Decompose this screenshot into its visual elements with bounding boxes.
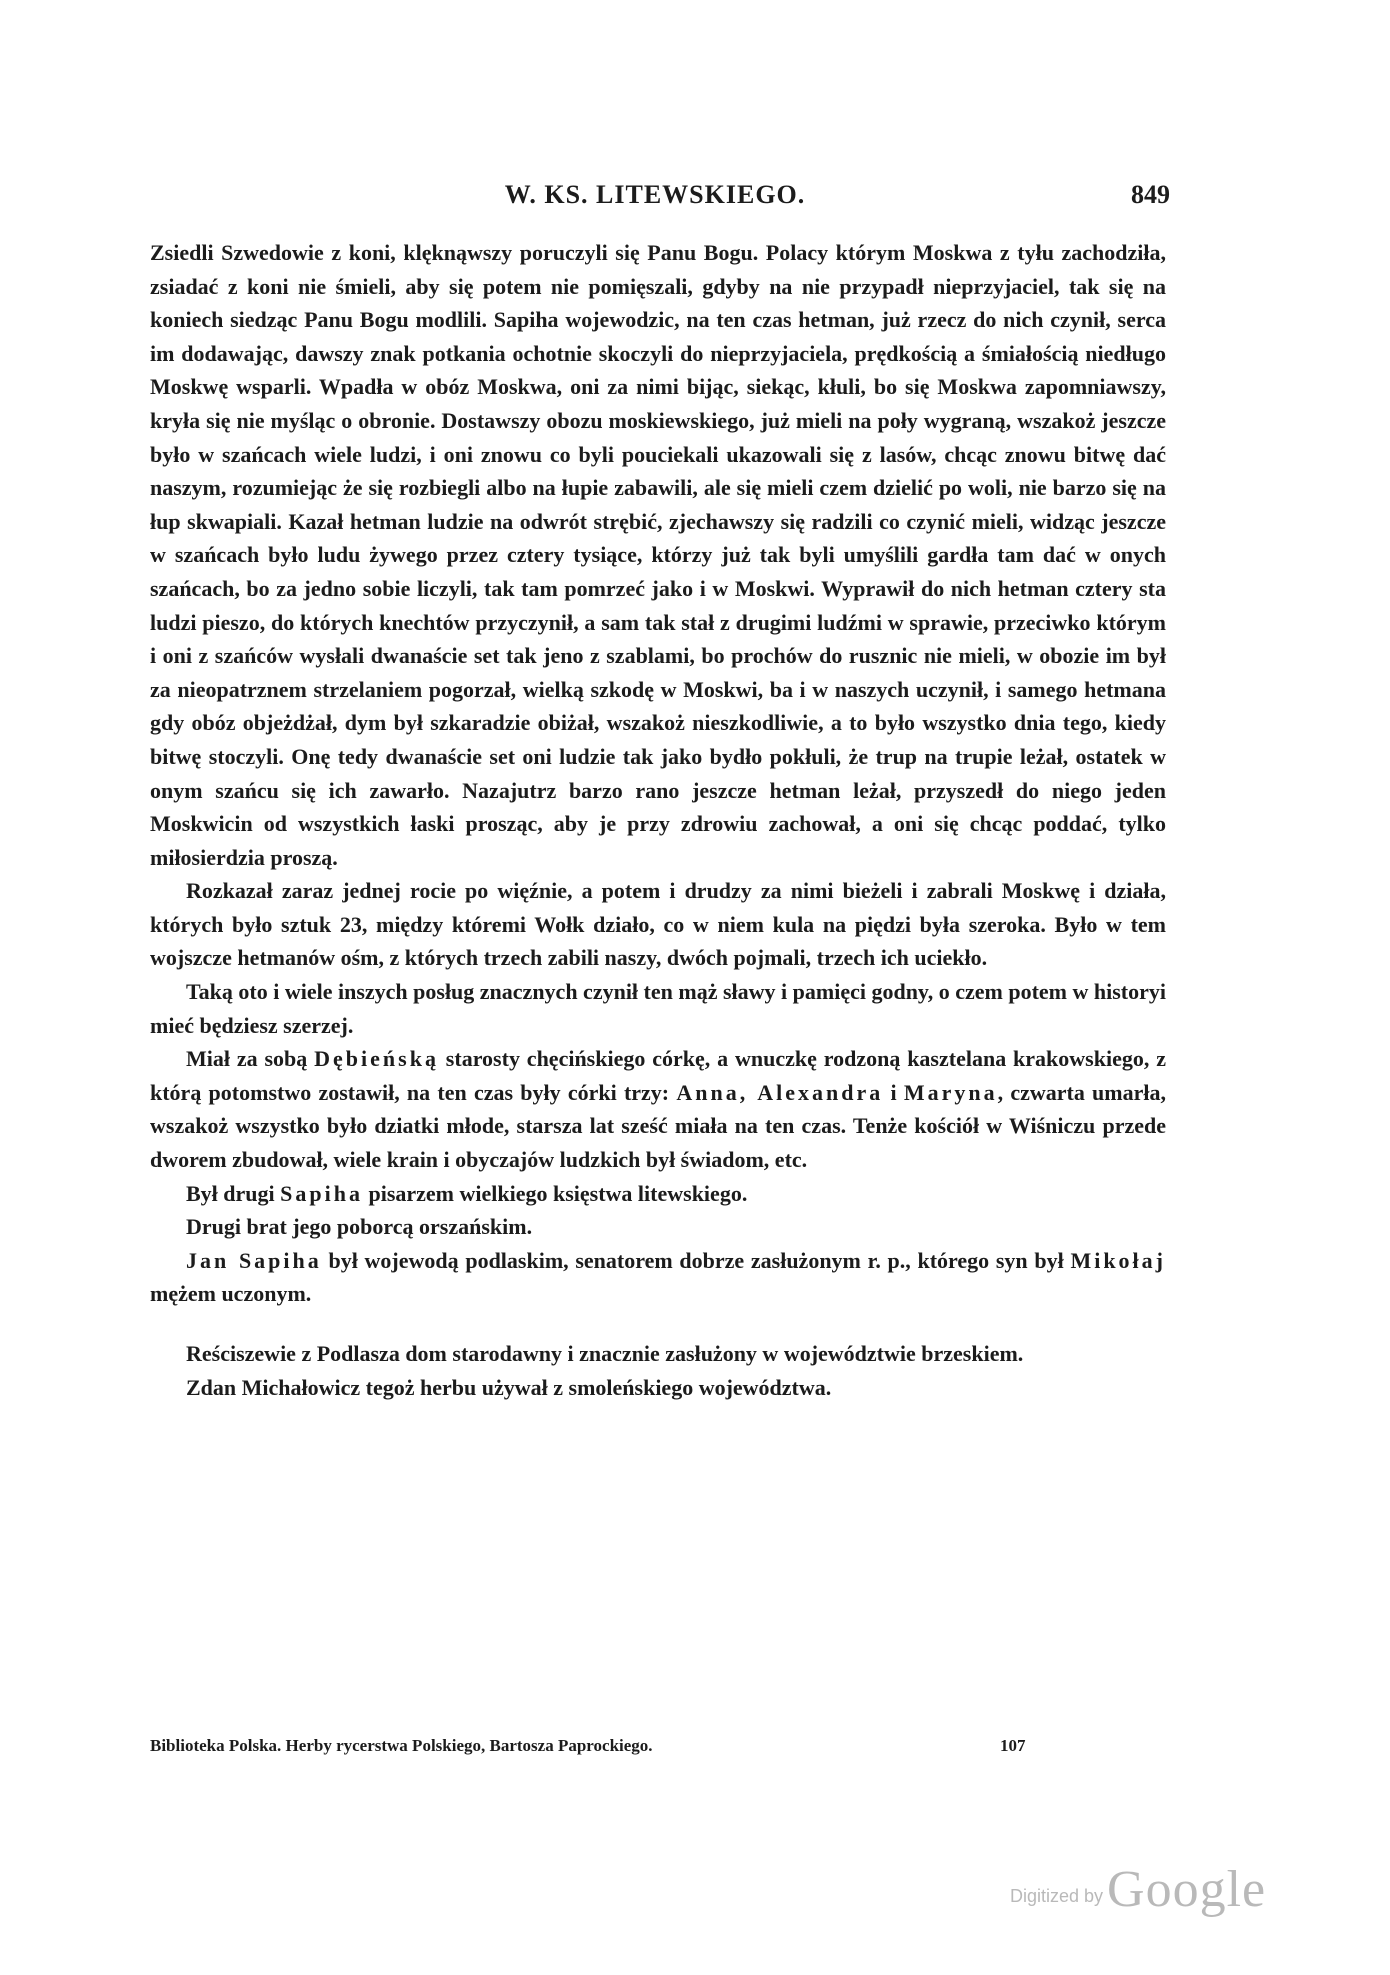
text-run: i bbox=[883, 1079, 904, 1105]
paragraph-5 bbox=[150, 1177, 1166, 1211]
paragraph-8: Reściszewie z Podlasza dom starodawny i znacznie zasłużony w województwie brzeskiem. bbox=[186, 1341, 1024, 1366]
watermark-prefix: Digitized by bbox=[1010, 1886, 1104, 1906]
paragraph-2: Rozkazał zaraz jednej rocie po więźnie, a potem i drudzy za nimi bieżeli i zabrali Moskwę i działa, których było sztuk 23, między któremi Wołk działo, co w niem kula na piędzi była szeroka. Było w tem wojszcze hetmanów ośm, z których trzech zabili naszy, dwóch pojmali, trzech ich uciekło. bbox=[150, 878, 1166, 971]
spaced-name: Maryna bbox=[903, 1079, 998, 1105]
spaced-name: Mikołaj bbox=[1070, 1247, 1166, 1273]
spaced-name: Sapiha bbox=[280, 1180, 363, 1206]
paragraph-4 bbox=[150, 1042, 1166, 1176]
text-run: starosty chęcińskiego córkę, a wnuczkę rodzoną kasztelana krakowskiego, z którą potomstwo zostawił, na ten czas były córki trzy: bbox=[150, 1046, 1166, 1105]
running-head: W. KS. LITEWSKIEGO. bbox=[504, 180, 806, 209]
paragraph-1: Zsiedli Szwedowie z koni, klęknąwszy poruczyli się Panu Bogu. Polacy którym Moskwa z tyłu zachodziła, zsiadać z koni nie śmieli, aby się potem nie pomięszali, gdyby na nie przypadł nieprzyjaciel, tak się na koniech siedząc Panu Bogu modlili. Sapiha wojewodzic, na ten czas hetman, już rzecz do nich czynił, serca im dodawając, dawszy znak potkania ochotnie skoczyli do nieprzyjaciela, prędkością a śmiałością niedługo Moskwę wsparli. Wpadła w obóz Moskwa, oni za nimi bijąc, siekąc, kłuli, bo się Moskwa zapomniawszy, kryła się nie myśląc o obronie. Dostawszy obozu moskiewskiego, już mieli na poły wygraną, wszakoż jeszcze było w szańcach wiele ludzi, i oni znowu co byli pouciekali ukazowali się z lasów, chcąc znowu bitwę dać naszym, rozumiejąc że się rozbiegli albo na łupie zabawili, ale się mieli czem dzielić po woli, nie barzo się na łup skwapiali. Kazał hetman ludzie na odwrót strębić, zjechawszy się radzili co czynić mieli, widząc jeszcze w szańcach było ludu żywego przez cztery tysiące, którzy już tak byli umyślili gardła tam dać w onych szańcach, bo za jedno sobie liczyli, tak tam pomrzeć jako i w Moskwi. Wyprawił do nich hetman cztery sta ludzi pieszo, do których knechtów przyczynił, a sam tak stał z drugimi ludźmi w sprawie, przeciwko którym i oni z szańców wysłali dwanaście set tak jeno z szablami, bo prochów do rusznic nie mieli, w obozie im był za nieopatrznem strzelaniem pogorzał, wielką szkodę w Moskwi, ba i w naszych uczynił, i samego hetmana gdy obóz objeżdżał, dym był szkaradzie obiżał, wszakoż nieszkodliwie, a to było wszystko dnia tego, kiedy bitwę stoczyli. Onę tedy dwanaście set oni ludzie tak jako bydło pokłuli, że trup na trupie leżał, ostatek w onym szańcu się ich zawarło. Nazajutrz barzo rano jeszcze hetman leżał, przyszedł do niego jeden Moskwicin od wszystkich łaski prosząc, aby je przy zdrowiu zachował, a oni się chcąc poddać, tylko miłosierdzia proszą. bbox=[150, 240, 1166, 870]
text-run: , czwarta umarła, wszakoż wszystko było dziatki młode, starsza lat sześć miała na ten czas. Tenże kościół w Wiśniczu przede dworem zbudował, wiele krain i obyczajów ludzkich był świadom, etc. bbox=[150, 1079, 1166, 1173]
page-number: 849 bbox=[1131, 180, 1170, 209]
paragraph-3: Taką oto i wiele inszych posług znacznych czynił ten mąż sławy i pamięci godny, o czem potem w historyi mieć będziesz szerzej. bbox=[150, 979, 1166, 1038]
paragraph-7 bbox=[150, 1244, 1166, 1311]
bibliography-line: Biblioteka Polska. Herby rycerstwa Polskiego, Bartosza Paprockiego. bbox=[150, 1736, 653, 1755]
paragraph-9: Zdan Michałowicz tegoż herbu używał z smoleńskiego województwa. bbox=[186, 1374, 832, 1400]
text-run: mężem uczonym. bbox=[150, 1281, 312, 1307]
spaced-name: Anna, Alexandra bbox=[676, 1079, 884, 1105]
text-run: był wojewodą podlaskim, senatorem dobrze zasłużonym r. p., którego syn był bbox=[321, 1247, 1071, 1273]
text-run: Miał za sobą bbox=[186, 1046, 315, 1072]
page-header bbox=[140, 180, 1170, 220]
digitized-watermark bbox=[1010, 1860, 1266, 1919]
paragraph-6: Drugi brat jego poborcą orszańskim. bbox=[186, 1214, 533, 1240]
body-text bbox=[150, 236, 1166, 1404]
text-run: Był drugi bbox=[186, 1180, 281, 1206]
google-logo: Google bbox=[1107, 1861, 1267, 1918]
spaced-name: Jan Sapiha bbox=[186, 1247, 322, 1273]
text-run: pisarzem wielkiego księstwa litewskiego. bbox=[362, 1180, 748, 1206]
spaced-name: Dębieńską bbox=[314, 1046, 439, 1072]
signature-mark: 107 bbox=[1000, 1736, 1026, 1755]
